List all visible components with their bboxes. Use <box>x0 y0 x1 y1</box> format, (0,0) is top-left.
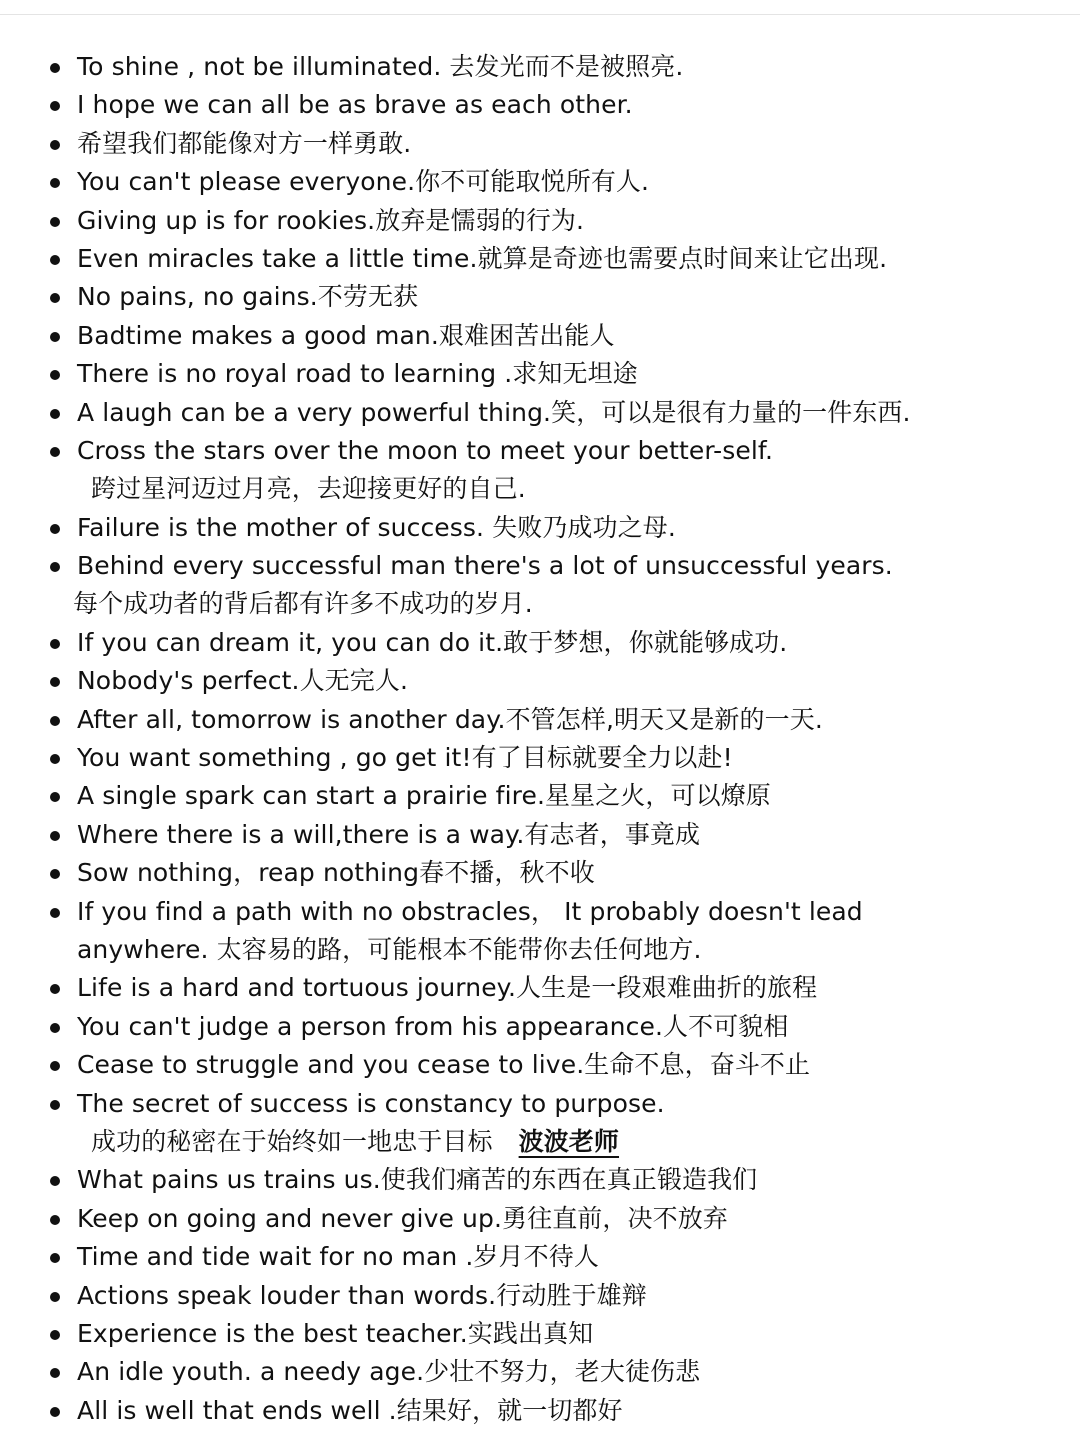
list-item <box>0 1008 1080 1046</box>
quote-text: You can't please everyone.你不可能取悦所有人. <box>77 167 650 197</box>
list-item <box>0 509 1080 547</box>
quote-text: To shine , not be illuminated. 去发光而不是被照亮. <box>77 52 684 81</box>
quote-text: I hope we can all be as brave as each other. <box>77 90 633 120</box>
list-item <box>0 163 1080 201</box>
quote-text: An idle youth. a needy age.少壮不努力，老大徒伤悲 <box>77 1357 701 1387</box>
list-item <box>0 547 1080 624</box>
bullet-icon <box>50 716 60 726</box>
list-item <box>0 1200 1080 1238</box>
list-item <box>0 1085 1080 1162</box>
bullet-icon <box>50 1100 60 1110</box>
list-item <box>0 893 1080 970</box>
quote-text: Badtime makes a good man.艰难困苦出能人 <box>77 320 615 350</box>
bullet-icon <box>50 101 60 111</box>
quote-text: Experience is the best teacher.实践出真知 <box>77 1318 594 1348</box>
quote-text: Sow nothing，reap nothing春不播，秋不收 <box>77 858 595 888</box>
bullet-icon <box>50 409 60 419</box>
bullet-icon <box>50 140 60 150</box>
bullet-icon <box>50 562 60 572</box>
bullet-icon <box>50 677 60 687</box>
bullet-icon <box>50 370 60 380</box>
quote-text: 希望我们都能像对方一样勇敢. <box>77 128 412 158</box>
top-divider <box>0 14 1080 15</box>
quote-translation: 跨过星河迈过月亮，去迎接更好的自己. <box>91 474 526 504</box>
bullet-icon <box>50 1330 60 1340</box>
bullet-icon <box>50 293 60 303</box>
quote-text: After all, tomorrow is another day.不管怎样,明天又是新的一天. <box>77 704 823 734</box>
quote-text: Nobody's perfect.人无完人. <box>77 666 409 696</box>
quote-text: Actions speak louder than words.行动胜于雄辩 <box>77 1280 647 1310</box>
quote-text: No pains, no gains.不劳无获 <box>77 282 419 312</box>
bullet-icon <box>50 217 60 227</box>
list-item <box>0 1353 1080 1391</box>
list-item <box>0 48 1080 86</box>
list-item <box>0 86 1080 124</box>
bullet-icon <box>50 255 60 265</box>
bullet-icon <box>50 792 60 802</box>
bullet-icon <box>50 63 60 73</box>
list-item <box>0 739 1080 777</box>
quote-translation: anywhere. 太容易的路，可能根本不能带你去任何地方. <box>77 934 702 964</box>
quote-text: Cease to struggle and you cease to live.生命不息，奋斗不止 <box>77 1050 811 1080</box>
list-item <box>0 1277 1080 1315</box>
list-item <box>0 355 1080 393</box>
quote-text: Failure is the mother of success. 失败乃成功之母. <box>77 512 676 542</box>
quote-text: If you find a path with no obstracles， It probably doesn't lead <box>77 896 863 926</box>
bullet-icon <box>50 754 60 764</box>
list-item <box>0 662 1080 700</box>
quote-translation: 成功的秘密在于始终如一地忠于目标 波波老师 <box>91 1126 620 1156</box>
list-item <box>0 394 1080 432</box>
quote-text: You want something , go get it!有了目标就要全力以赴! <box>77 743 733 773</box>
bullet-icon <box>50 1368 60 1378</box>
bullet-icon <box>50 869 60 879</box>
quote-text: Cross the stars over the moon to meet your better-self. <box>77 435 774 465</box>
bullet-icon <box>50 178 60 188</box>
bullet-icon <box>50 332 60 342</box>
author-signature: 波波老师 <box>518 1126 620 1156</box>
bullet-icon <box>50 639 60 649</box>
bullet-icon <box>50 1292 60 1302</box>
quote-text: If you can dream it, you can do it.敢于梦想，你就能够成功. <box>77 627 788 657</box>
quote-list <box>0 48 1080 1430</box>
list-item <box>0 1315 1080 1353</box>
quote-text: Behind every successful man there's a lot of unsuccessful years. <box>77 551 893 581</box>
bullet-icon <box>50 831 60 841</box>
list-item <box>0 432 1080 509</box>
list-item <box>0 125 1080 163</box>
quote-translation: 每个成功者的背后都有许多不成功的岁月. <box>73 589 533 619</box>
quote-text: A laugh can be a very powerful thing.笑，可以是很有力量的一件东西. <box>77 397 911 427</box>
list-item <box>0 854 1080 892</box>
bullet-icon <box>50 984 60 994</box>
list-item <box>0 969 1080 1007</box>
quote-text: Time and tide wait for no man .岁月不待人 <box>77 1242 599 1272</box>
bullet-icon <box>50 1407 60 1417</box>
bullet-icon <box>50 1176 60 1186</box>
list-item <box>0 317 1080 355</box>
quote-text: There is no royal road to learning .求知无坦途 <box>77 359 638 389</box>
list-item <box>0 1046 1080 1084</box>
bullet-icon <box>50 524 60 534</box>
list-item <box>0 624 1080 662</box>
quote-text: You can't judge a person from his appearance.人不可貌相 <box>77 1011 789 1041</box>
list-item <box>0 278 1080 316</box>
bullet-icon <box>50 1215 60 1225</box>
list-item <box>0 240 1080 278</box>
bullet-icon <box>50 1061 60 1071</box>
quote-text: A single spark can start a prairie fire.星星之火，可以燎原 <box>77 781 771 811</box>
list-item <box>0 1392 1080 1430</box>
bullet-icon <box>50 447 60 457</box>
quote-text: The secret of success is constancy to purpose. <box>77 1088 665 1118</box>
list-item <box>0 1238 1080 1276</box>
list-item <box>0 816 1080 854</box>
list-item <box>0 1161 1080 1199</box>
list-item <box>0 777 1080 815</box>
quote-text: Life is a hard and tortuous journey.人生是一段艰难曲折的旅程 <box>77 973 818 1003</box>
bullet-icon <box>50 908 60 918</box>
quote-text: Where there is a will,there is a way.有志者，事竟成 <box>77 819 701 849</box>
quote-text: Keep on going and never give up.勇往直前，决不放弃 <box>77 1203 728 1233</box>
bullet-icon <box>50 1253 60 1263</box>
list-item <box>0 701 1080 739</box>
bullet-icon <box>50 1023 60 1033</box>
quote-text: Even miracles take a little time.就算是奇迹也需要点时间来让它出现. <box>77 243 888 273</box>
quote-text: Giving up is for rookies.放弃是懦弱的行为. <box>77 205 585 235</box>
list-item <box>0 202 1080 240</box>
quote-text: All is well that ends well .结果好，就一切都好 <box>77 1395 623 1425</box>
quote-text: What pains us trains us.使我们痛苦的东西在真正锻造我们 <box>77 1165 758 1195</box>
